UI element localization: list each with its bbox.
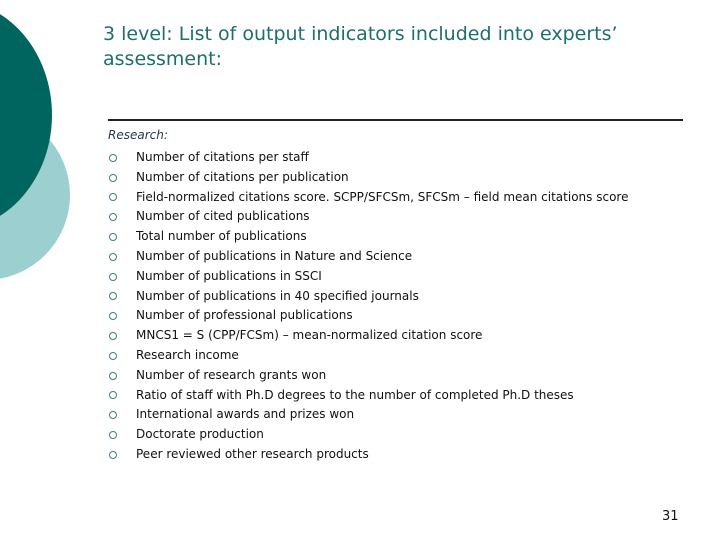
list-item	[108, 227, 628, 247]
list-item	[108, 346, 628, 366]
circle-bullet-icon	[109, 154, 117, 162]
list-item-text: Number of professional publications	[136, 308, 353, 323]
circle-bullet-icon	[109, 273, 117, 281]
list-item-text: International awards and prizes won	[136, 407, 355, 422]
circle-bullet-icon	[109, 233, 117, 241]
circle-bullet-icon	[109, 352, 117, 360]
list-item-text: Ratio of staff with Ph.D degrees to the number of completed Ph.D theses	[136, 387, 574, 402]
list-item	[108, 168, 628, 188]
title-divider	[108, 119, 683, 121]
list-item	[108, 445, 628, 465]
page-number: 31	[662, 509, 679, 524]
circle-bullet-icon	[109, 391, 117, 399]
list-item	[108, 188, 628, 208]
list-item	[108, 386, 628, 406]
list-item-text: Number of citations per staff	[136, 150, 309, 164]
list-item	[108, 207, 628, 227]
list-item	[108, 405, 628, 425]
list-item-text: Number of cited publications	[136, 209, 310, 224]
circle-bullet-icon	[109, 431, 117, 439]
section-label: Research:	[108, 128, 168, 142]
list-item	[108, 267, 628, 287]
list-item-text: Field-normalized citations score. SCPP/SFCSm, SFCSm – field mean citations score	[136, 189, 629, 204]
list-item-text: Total number of publications	[136, 229, 307, 244]
indicator-list	[108, 148, 628, 465]
list-item	[108, 306, 628, 326]
circle-bullet-icon	[109, 411, 117, 419]
slide-title: 3 level: List of output indicators included into experts’ assessment:	[103, 23, 618, 70]
circle-bullet-icon	[109, 451, 117, 459]
circle-bullet-icon	[109, 312, 117, 320]
decorative-circles	[0, 0, 90, 300]
list-item-text: Number of publications in SSCI	[136, 268, 322, 283]
circle-bullet-icon	[109, 372, 117, 380]
circle-bullet-icon	[109, 193, 117, 201]
list-item	[108, 326, 628, 346]
list-item-text: Number of citations per publication	[136, 169, 349, 184]
list-item-text: Research income	[136, 347, 239, 362]
list-item-text: MNCS1 = S (CPP/FCSm) – mean-normalized citation score	[136, 328, 483, 343]
list-item-text: Peer reviewed other research products	[136, 446, 369, 461]
circle-bullet-icon	[109, 332, 117, 340]
circle-bullet-icon	[109, 292, 117, 300]
circle-bullet-icon	[109, 253, 117, 261]
circle-bullet-icon	[109, 213, 117, 221]
list-item	[108, 425, 628, 445]
list-item	[108, 148, 628, 168]
list-item-text: Number of publications in Nature and Science	[136, 248, 413, 263]
circle-bullet-icon	[109, 174, 117, 182]
list-item-text: Doctorate production	[136, 427, 264, 442]
list-item	[108, 287, 628, 307]
list-item-text: Number of research grants won	[136, 367, 327, 382]
list-item	[108, 366, 628, 386]
list-item-text: Number of publications in 40 specified journals	[136, 288, 419, 303]
list-item	[108, 247, 628, 267]
